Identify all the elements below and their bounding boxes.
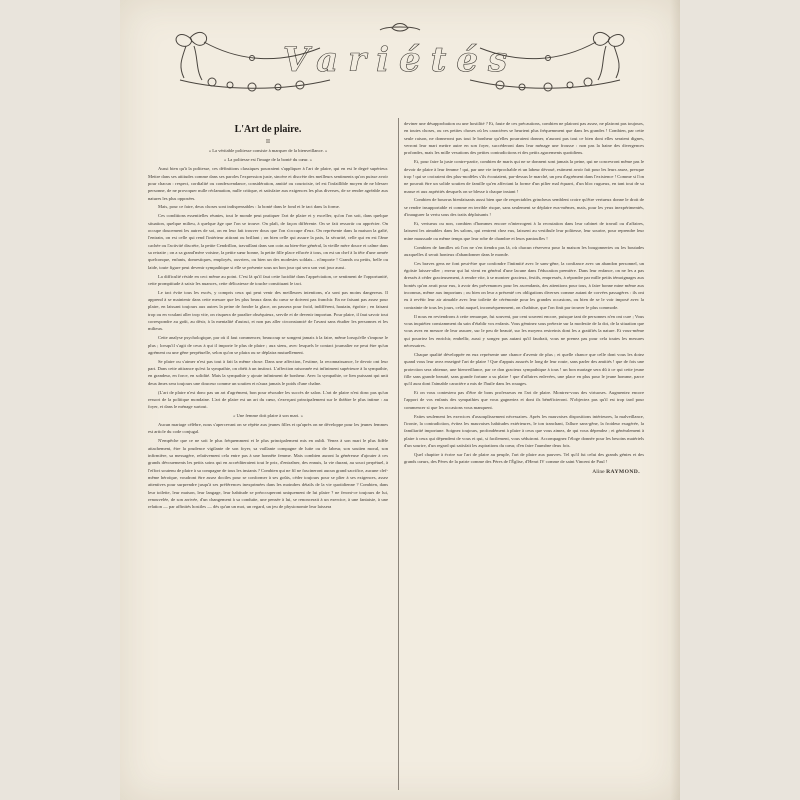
article-column-right — [404, 120, 644, 477]
author-signature — [404, 469, 644, 476]
masthead — [160, 18, 640, 96]
paragraph: N'empêche que ce ne soit le plus fréquemment et le plus principalement mis en oubli. Venez à son mari le plus fidèle attachement, être la prudence vigilante de son foyer, sa vaillante compagne de lutte ou de labeur, son soutien moral, son infirmière, sa messagère, relativement cela entre pas à une honnête femme. Mais combien auront la généreuse d'ajouter à ces grands dévouements les petits soins qui en accréditeraient tout le prix, d'entraîner, des ennuis, la vie durant, au souci perpétuel, à l'effort soutenu de plaire à sa compagne de tous les instants ? Combien qui ne fil ne fascineront aucun grand sacrifice, aucune clef-même héroïque, voudront être assez dociles pour se conformer à ses goûts, céder toujours pour se plier à ses exigences, assez attentives pour surprendre jusqu'à ses préférences inexprimées dans les moindres détails de la vie quotidienne ? Combien, dans leur toilette, leur maison, leur langage, leur habitude se préoccuperont uniquement de lui plaire ? ne feront-ce toujours de lui, renouvelée, de son arrivée, d'un changement à sa conduite, une pensée à lui, se renoncerait à un exercice, à une fantaisie, à une relation — par affinités hostiles — dès qu'un un mot, un regard, un jeu de physionomie leur laissera — [148, 438, 388, 510]
article-title: L'Art de plaire. — [234, 124, 302, 135]
paragraph: Chaque qualité développée en eux représente une chance d'avenir de plus ; et quelle chance que celle dont vous les dotez quand vous leur avez enseigné l'art de plaire ! Que d'appuis assurés le long de leur route, sans parler des amitiés ! que de fois une protection sera obtenue, une bienveillance, par ce don gracieux sympathique à tous ! un bon mariage sera dû à ce qui cette jeune fille sans grande beauté, sans grande fortune a su plaire ! que d'affaires enlevées, une place en plus pour le jeune homme, parce qu'il aura dont l'aimable caractère a mis de l'huile dans les rouages. — [404, 351, 644, 387]
paragraph: Et, pour faire la juste contre-partie, combien de maris qui ne se donnent sont jamais la peine, qui ne concevront même pas le devoir de plaire à leur femme ! qui, par une vie irréprochable et un labeur dévoué, estiment avoir fait pour les leurs assez, presque trop ! qui se croiraient des plus-modèles s'ils écoutaient, par-dessus le marché, un peu d'agrément dans l'existence ! Comme si l'on ne pouvait être un solide soutien de famille qu'en affectant la forme d'un pilier mal équarri, d'un bloc rugueux, en tant tout de sa masse et aux aspérités desquels on se blesse à chaque instant ! — [404, 159, 644, 194]
column-divider — [398, 118, 399, 790]
paragraph: Se plaire ou s'aimer n'est pas tout à fait la même chose. Dans une affection, l'estime, la reconnaissance, le devoir ont leur part. Dans cette attirance qu'est la sympathie, on obéit à un instinct. L'affection raisonnée est infiniment supérieure à la sympathie, en grandeur, en force, en solidité. Mais la sympathie y ajoute infiniment de bonheur. Avec la sympathie, ce lien puissant qui unit deux âmes sera toujours une douceur comme un soutien et n'aura jamais le poids d'une chaîne. — [148, 358, 388, 386]
author-last-name: RAYMOND. — [606, 469, 640, 476]
paragraph: Et on vous contestera pas d'être de bons professeurs en l'art de plaire. Montrez-vous des virtuoses. Augmentez encore l'apport de vos enfants des sympathies que vous gagneriez et dont ils bénéficieront. N'objectez pas qu'il est trop tard pour commencer si que les occasions vous manquent. — [404, 390, 644, 410]
paragraph: Ces braves gens ne font peut-être que confondre l'intimité avec le sans-gêne, la confiance avec un abandon personnel, un égoïste laisser-aller ; erreur qui lui vient en général d'une lacune dans l'éducation première. Dans leur enfance, on ne les a pas dressés à céder gracieusement, à rendre vite, à se montrer gracieux, festifs, empressés, à répondre par mille petits témoignages aux bontés qu'on avait pour eux, à avoir des prévenances pour les ascendants, des attentions pour tous, à faire bonne mine même aux inconnus, même aux importuns ; ou bien on leur a présenté ces obligations diverses comme autant de corvées passagères : ils ont eu à revêtir leur air aimable avec leur toilette de cérémonie pour les grandes occasions, ou bien de se le voir imposé avec la contrainte de tous les jours, celui auquel, inconséquemment, on s'habitue, que l'on finit par trouver le plus commode. — [404, 260, 644, 310]
paragraph: deviner une désapprobation ou une hostilité ? Et, faute de ces précautions, combien ne plairont pas assez, ne plairont pas toujours, en toutes choses, ou ces petites choses où les caractères se heurtent plus fréquemment que dans les grandes ! Combien, par cette seule raison, ne donneront pas tout le bonheur qu'elles pourraient donner, n'auront pas tout ce bien dont elles seraient dignes, verront leur mari mettre autre en son foyer, succéderont dans leur ménage une frousse : non pas la haine des divergences profondes, mais les mille vexations des petites contradictions et des petits agacements quotidiens. — [404, 121, 644, 156]
epigraph-quote: « La véritable politesse consiste à marquer de la bienveillance. » — [208, 148, 328, 153]
quoted-maxim: « Une femme doit plaire à son mari. » — [233, 413, 303, 419]
paragraph: Combien de bourrus bienfaisants aussi bien que de respectables grincheux semblent croire qu'être vertueux donne le droit de se rendre insupportable et comme en terrible risque, sans seulement se déplaire eux-mêmes, mais, pour les yeux inexpérimentés, d'inaugurer la vertu sous des traits déplaisants ! — [404, 197, 644, 218]
paragraph: Aucun mariage célèbre, nous s'apercevant on se répète aux jeunes filles et qu'après on ne développe pour les jeunes femmes est article du code conjugal. — [148, 422, 388, 435]
paragraph: Cette analyse psychologique, par où il faut commencer, beaucoup se songent jamais à la faire, même lorsqu'elle s'impose le plus ; lorsqu'il s'agit de ceux à qui il importe le plus de plaire ; aux siens, avec lesquels le contact journalier ne peut être qu'un agrément ou une gêne perpétuelle, selon qu'on se plaira ou se déplaira mutuellement. — [148, 335, 388, 355]
paragraph: Mais, pour ce faire, deux choses sont indispensables : la bonté dans le fond et le tact dans la forme. — [158, 204, 340, 210]
part-number: II — [266, 139, 270, 145]
paragraph: (L'art de plaire n'est donc pas un art d'agrément, bon pour résoudre les succès de salon. L'art de plaire n'est donc pas qu'un ressort de la politique mondaine. L'art de plaire est un art du cœur, s'exerçant principalement sur le théâtre le plus intime : au foyer, et dans le ménage surtout. — [148, 389, 388, 410]
paragraph: Aussi bien qu'à la politesse, ces définitions classiques pourraient s'appliquer à l'art de plaire, qui en est le degré supérieur. Mettre dans ses attitudes comme dans ses paroles l'expression juste, sincère et discrète des meilleurs sentiments qu'on puisse avoir pour chacun : respect, cordialité ou condescendance, considération, amitié ou courtoisie, tel est l'infaillible moyen de ne blesser personne, de ne provoquer nulle réclamation, nulle critique, et satisfaire aux exigences les plus diverses, de se rendre agréable aux natures les plus opposées. — [148, 166, 388, 201]
section-title: Variétés — [282, 40, 518, 80]
page-edge-shading — [670, 0, 680, 800]
epigraph-quote: « La politesse est l'image de la bonté du cœur. » — [224, 156, 312, 162]
paragraph: Combien de familles où l'on ne s'en tiendra pas là, où chacun réservera pour la maison les bougonneries ou les boutades auxquelles il serait honteux d'abandonner dans le monde. — [404, 244, 644, 257]
author-first-name: Aline — [592, 469, 605, 476]
paragraph: La difficulté réside en ceci même au point. C'est là qu'il faut cette lucidité dans l'appréciation, ce sentiment de l'opportunité, cette promptitude à saisir les nuances, cette délicatesse de touche constituant le tact. — [148, 273, 388, 286]
paragraph: Le tact évite tous les excès, y compris ceux qui peut venir des meilleures intentions, n'a sont pas moins dangereux. Il apprend à se maintenir dans cette mesure que les plus beaux dans du cœur se doivent pas franchir. En ne faisant pas assez pour plaire, en laissant toujours aux autres la peine de fondre la glace, on passera pour froid, indifférent, hautain, égoïste ; en faisant trop ou en voulant aller trop vite, on risquera de paraître obséquieux, servile et de devenir importun. Pour plaire, il faut savoir tout correspondre au goût, au désir, à la mentalité d'autrui, et non pas aller circonstancié de l'avant sans étudier les personnes et les milieux. — [148, 289, 388, 332]
article-column-left — [148, 120, 388, 512]
paragraph: Quel chapitre à écrire sur l'art de plaire au peuple, l'art de plaire aux pauvres. Tel qu'il fut celui des grands génies et des grands cœurs, des Pères de la patrie comme des Pères de l'Église, d'Henri IV comme de saint Vincent de Paul ! — [404, 451, 644, 465]
paragraph: Faites seulement les exercices d'assouplissement nécessaires. Après les mauvaises dispositions intérieures, la malveillance, l'ironie, la contradiction, évitez les mauvaises habitudes extérieures, le ton tranchant, l'allure sans-gêne, la froideur exagérée, la familiarité importune. Soignez toujours, profondément à plaire à ceux que vous aimez, de qui vous dépendez ; et généralement à plaire à ceux qui dépendent de vous et qui, si facilement, vous séduiront. Accompagnez l'éloge donnée pour les besoins matériels d'un sourire, d'un regard qui satisfait les aspirations du cœur, d'en faire l'aumône deux fois. — [404, 413, 644, 448]
paragraph: Il nous en reviendrons à cette remarque, fut souvent, par cent souvent encore, puisque tant de personnes n'en ont cure ; Vous vous inquiétez constamment du sain d'établir vos enfants. Vous géminez sous prétexte sur la modestie de la dot, de la situation que vous avez en mesure de leur assurer, sur le peu de beauté, sur les moyens restreints dont les a gratifiés la nature. Et vous-même qui pourriez les enrichir, embellir, aussi y songez pas autant qu'il faudrait, vous ne prenez pas pour cela toutes les mesures nécessaires. — [404, 313, 644, 348]
paragraph: Ces conditions essentielles réunies, tout le monde peut pratiquer l'art de plaire et y exceller, qu'on l'on soit, dans quelque situation, quelque milieu, à quelque âge que l'on se trouve. On plaît, de façon différente. On se fait ressortir ou apprécier. On occupe doucement les autres de soi, on en leur fait trouver doux que l'on s'occupe d'eux. On représente dans la maison la gaîté, l'entrain, on est celle qui rend l'intérieur attirant ou brillant ; on bien celle qui assure la paix, la sécurité, celle qui en est l'âme cachée ou l'activité discrète, la petite Cendrillon, travaillant dans son coin au bien-être général, la vieille mère douce et calme dans sa retraite ; on a sa grand'mère voisine, la petite sœur bonne, la petite fille place effacée à tous, on est un chef à la tête d'une armée quelconque, enfants, domestiques, employés, ouvriers, ou bien un des modestes soldats... n'importe ! Grands ou petits, belle ou laide, toute figure peut devenir sympathique si elle se présente sous un bon jour qui sera son vrai jour aussi. — [148, 213, 388, 270]
paragraph: Et, vertueux ou non, combien d'hommes encore n'interrogent à la recrutation dans leur cabinet de travail ou d'affaires, laissent les aimables dans les salons, qui rentrent chez eux, laissent au vestibule leur politesse, leur sourire, pour reprendre leur mine maussade ou même temps que leur robe de chambre et leurs pantoufles ! — [404, 220, 644, 241]
